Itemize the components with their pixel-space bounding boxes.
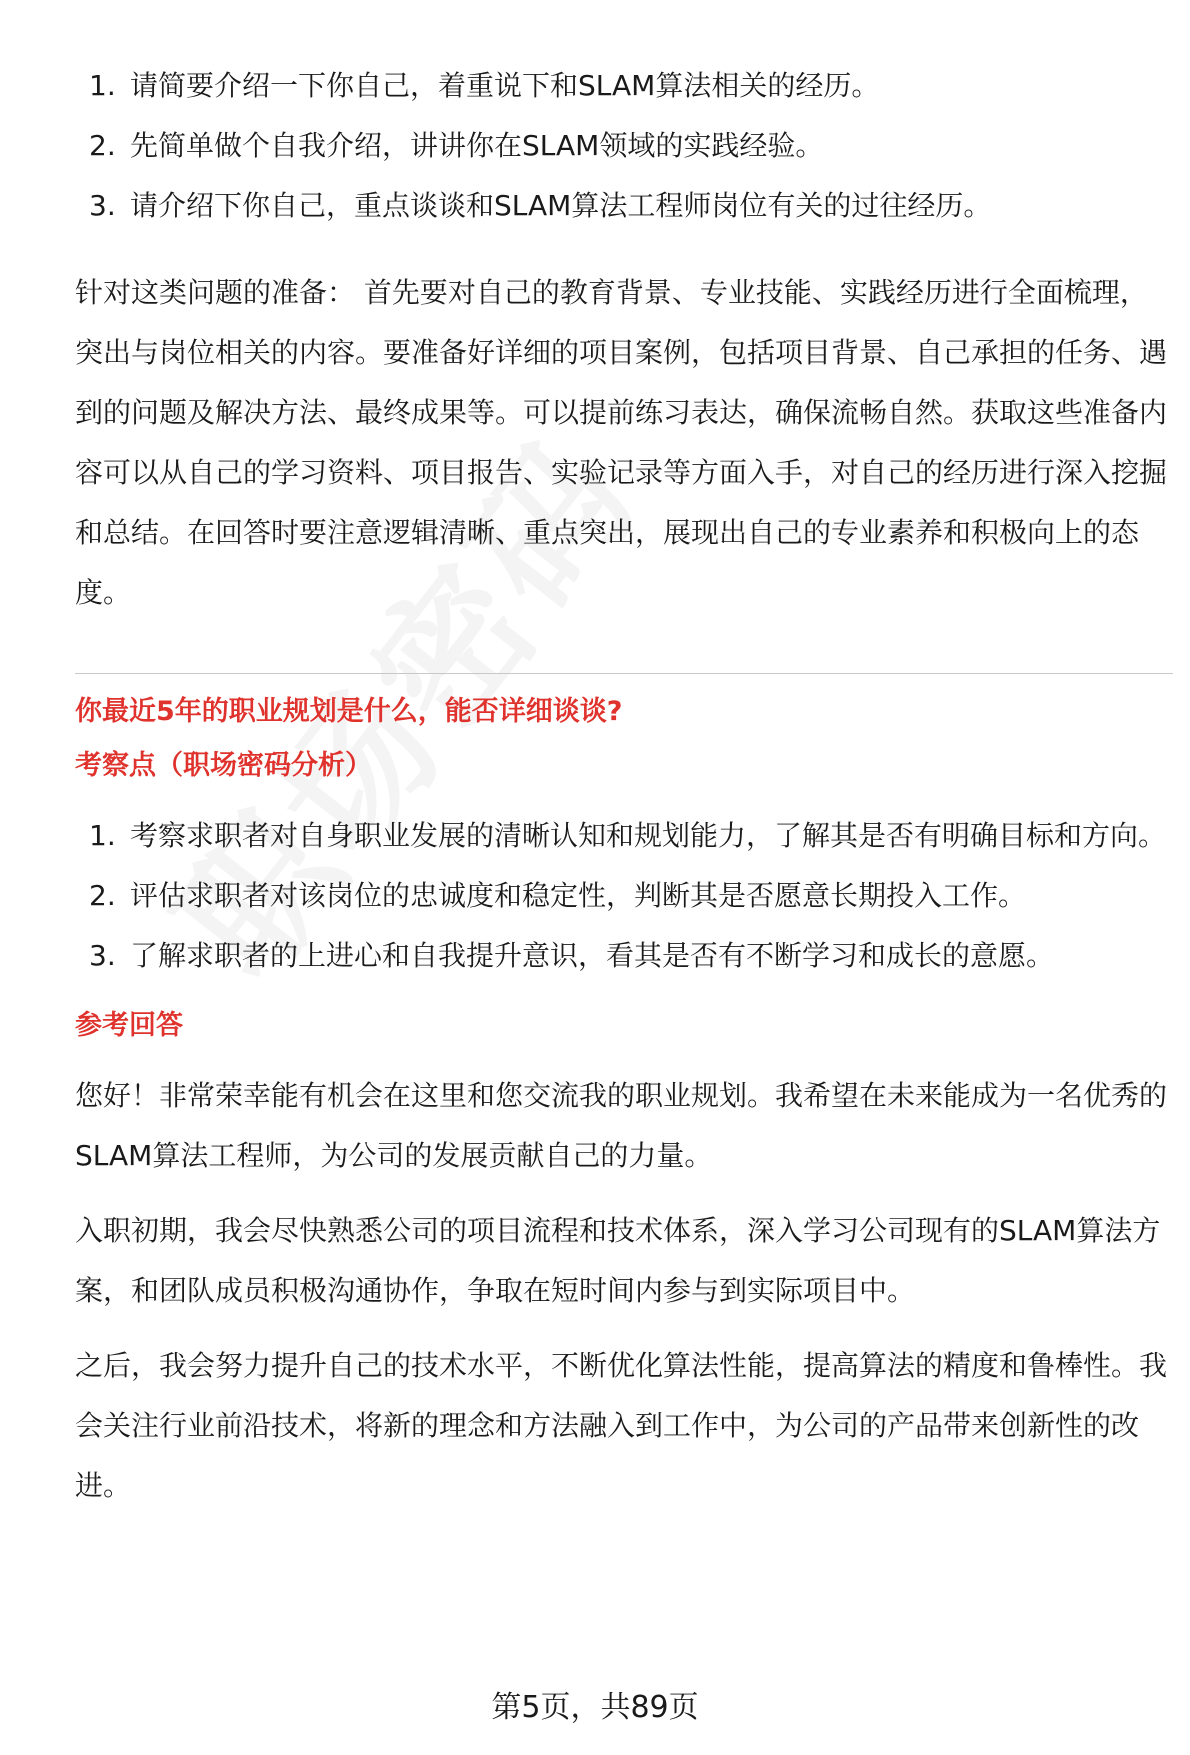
list-text: 评估求职者对该岗位的忠诚度和稳定性，判断其是否愿意长期投入工作。 [130, 879, 1027, 912]
list-number: 3. [89, 189, 116, 222]
list-text: 了解求职者的上进心和自我提升意识，看其是否有不断学习和成长的意愿。 [130, 939, 1055, 972]
list-text: 先简单做个自我介绍，讲讲你在SLAM领域的实践经验。 [130, 129, 824, 162]
list-number: 2. [89, 879, 116, 912]
answer-paragraph: 您好！非常荣幸能有机会在这里和您交流我的职业规划。我希望在未来能成为一名优秀的SLAM算法工程师，为公司的发展贡献自己的力量。 [75, 1079, 1168, 1172]
list-text: 请介绍下你自己，重点谈谈和SLAM算法工程师岗位有关的过往经历。 [130, 189, 992, 222]
list-text: 请简要介绍一下你自己，着重说下和SLAM算法相关的经历。 [130, 69, 880, 102]
list-item [75, 56, 1173, 116]
intro-question-list [75, 56, 1173, 236]
document-page [75, 56, 1173, 1516]
list-item [75, 806, 1173, 866]
page-number-footer: 第5页，共89页 [491, 1690, 699, 1725]
list-number: 1. [89, 69, 116, 102]
section-divider [75, 673, 1173, 674]
list-number: 2. [89, 129, 116, 162]
prep-paragraph: 针对这类问题的准备： 首先要对自己的教育背景、专业技能、实践经历进行全面梳理，突出与岗位相关的内容。要准备好详细的项目案例，包括项目背景、自己承担的任务、遇到的问题及解决方法、最终成果等。可以提前练习表达，确保流畅自然。获取这些准备内容可以从自己的学习资料、项目报告、实验记录等方面入手，对自己的经历进行深入挖掘和总结。在回答时要注意逻辑清晰、重点突出，展现出自己的专业素养和积极向上的态度。 [75, 276, 1168, 609]
list-number: 3. [89, 939, 116, 972]
focus-point-list [75, 806, 1173, 986]
list-item [75, 116, 1173, 176]
answer-paragraph: 之后，我会努力提升自己的技术水平，不断优化算法性能，提高算法的精度和鲁棒性。我会关注行业前沿技术，将新的理念和方法融入到工作中，为公司的产品带来创新性的改进。 [75, 1349, 1168, 1502]
list-item [75, 176, 1173, 236]
list-number: 1. [89, 819, 116, 852]
focus-title: 考察点（职场密码分析） [75, 750, 372, 781]
answer-title: 参考回答 [75, 1010, 183, 1041]
list-item [75, 866, 1173, 926]
question-title: 你最近5年的职业规划是什么，能否详细谈谈? [75, 696, 623, 727]
answer-paragraph: 入职初期，我会尽快熟悉公司的项目流程和技术体系，深入学习公司现有的SLAM算法方案，和团队成员积极沟通协作，争取在短时间内参与到实际项目中。 [75, 1214, 1161, 1307]
list-item [75, 926, 1173, 986]
list-text: 考察求职者对自身职业发展的清晰认知和规划能力，了解其是否有明确目标和方向。 [130, 819, 1167, 852]
